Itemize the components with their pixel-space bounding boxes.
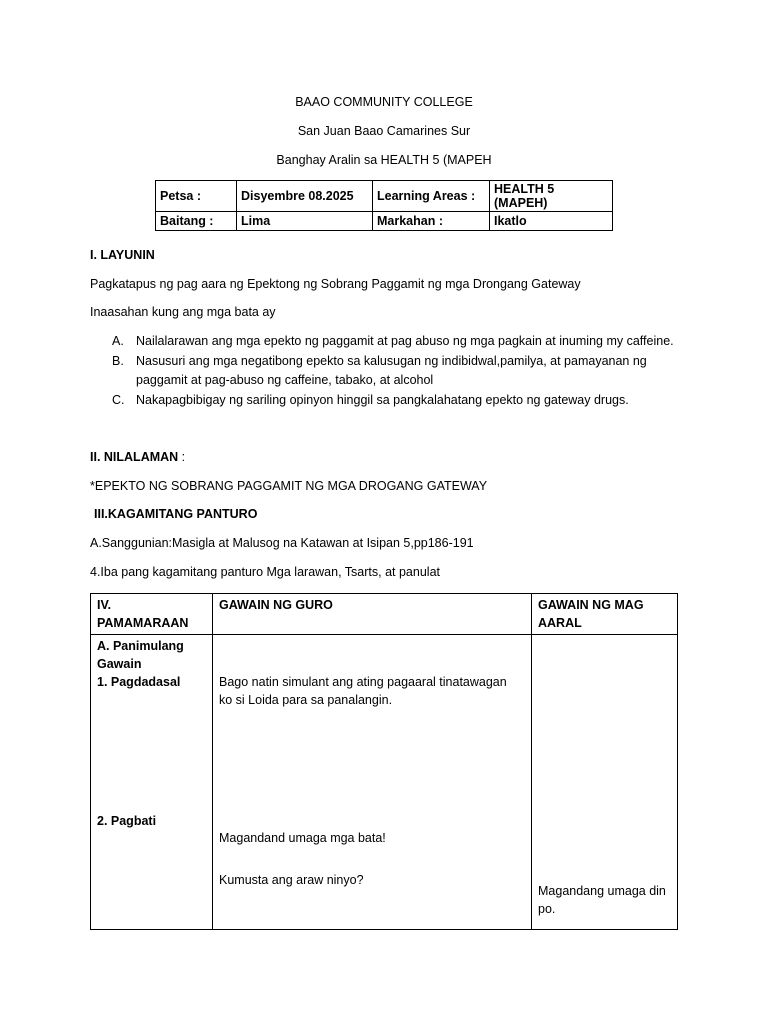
objectives-intro: Pagkatapus ng pag aara ng Epektong ng Sobrang Paggamit ng mga Drongang Gateway [90,277,581,291]
step-greeting-label: 2. Pagbati [97,814,157,828]
section-heading-content: II. NILALAMAN [90,450,179,464]
student-activity-cell [532,635,678,930]
info-value-quarter: Ikatlo [490,212,613,231]
info-label-date: Petsa : [156,181,237,212]
list-marker: C. [112,392,125,407]
teacher-prayer-text: Bago natin simulant ang ating pagaaral tinatawagan ko si Loida para sa panalangin. [219,675,507,707]
column-header-student: GAWAIN NG MAG AARAL [532,594,678,635]
procedure-cell [91,635,213,930]
college-name: BAAO COMMUNITY COLLEGE [295,95,473,109]
column-header-procedure: IV. PAMAMARAAN [91,594,213,635]
step-prayer-label: 1. Pagdadasal [97,675,181,689]
section-heading-materials: III.KAGAMITANG PANTURO [94,507,258,521]
list-item [108,352,688,391]
content-topic: *EPEKTO NG SOBRANG PAGGAMIT NG MGA DROGANG GATEWAY [90,479,488,493]
objective-text: Nasusuri ang mga negatibong epekto sa kalusugan ng indibidwal,pamilya, at pamayanan ng paggamit at pag-abuso ng caffeine, tabako, at alcohol [136,353,647,387]
section-heading-objectives: I. LAYUNIN [90,248,155,262]
college-address: San Juan Baao Camarines Sur [297,124,471,138]
info-label-quarter: Markahan : [373,212,490,231]
activity-label: A. Panimulang Gawain [97,639,184,671]
info-value-grade: Lima [237,212,373,231]
list-item [108,391,688,411]
objective-text: Nailalarawan ang mga epekto ng paggamit at pag abuso ng mga pagkain at inuming my caffeine. [136,334,674,348]
info-value-learning-area: HEALTH 5 (MAPEH) [490,181,613,212]
objectives-list [108,332,688,410]
section-heading-content-line [90,450,185,464]
table-header-row [91,594,678,635]
table-row [156,212,613,231]
teacher-activity-cell [213,635,532,930]
teacher-greeting-text: Magandand umaga mga bata! [219,831,386,845]
info-value-date: Disyembre 08.2025 [237,181,373,212]
student-greeting-response: Magandang umaga din po. [538,884,666,916]
list-marker: B. [112,353,124,368]
materials-source: A.Sanggunian:Masigla at Malusog na Katawan at Isipan 5,pp186-191 [90,536,474,550]
procedure-table [90,593,678,930]
list-marker: A. [112,334,124,348]
section-heading-colon: : [178,450,186,464]
table-row [156,181,613,212]
info-label-grade: Baitang : [156,212,237,231]
info-table [155,180,613,231]
objective-text: Nakapagbibigay ng sariling opinyon hinggil sa pangkalahatang epekto ng gateway drugs. [136,392,629,407]
teacher-question-text: Kumusta ang araw ninyo? [219,873,364,887]
materials-other: 4.Iba pang kagamitang panturo Mga larawan, Tsarts, at panulat [90,565,440,579]
lesson-plan-title: Banghay Aralin sa HEALTH 5 (MAPEH [276,153,492,167]
info-label-learning-area: Learning Areas : [373,181,490,212]
list-item [108,332,688,352]
table-row [91,635,678,930]
column-header-teacher: GAWAIN NG GURO [213,594,532,635]
objectives-expectation: Inaasahan kung ang mga bata ay [90,305,276,319]
